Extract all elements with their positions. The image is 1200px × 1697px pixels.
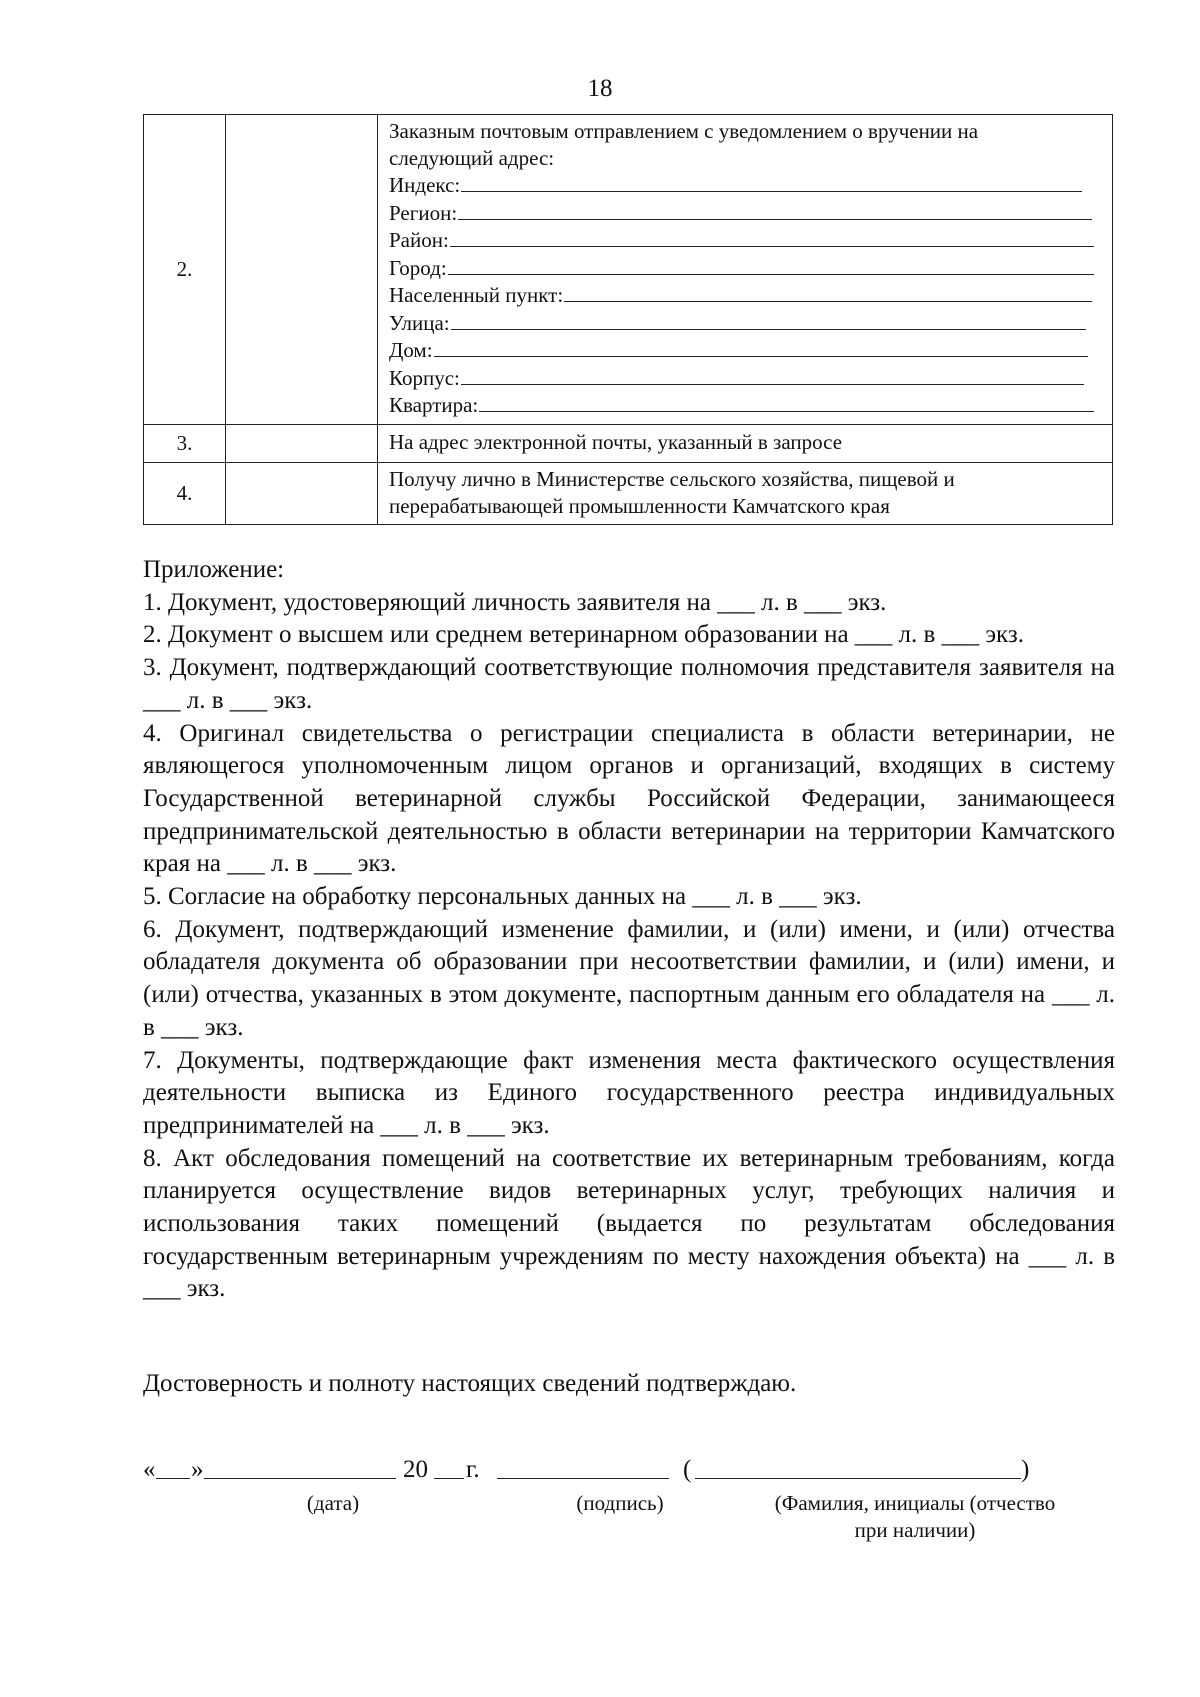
year-prefix: 20 [403,1456,428,1483]
year-field[interactable] [434,1452,464,1479]
option-text: Получу лично в Министерстве сельского хозяйства, пищевой и [389,466,955,491]
name-caption-line: при наличии) [854,1518,976,1542]
blank-line[interactable] [479,392,1094,412]
quote-close: » [191,1456,204,1483]
date-caption: (дата) [306,1491,360,1515]
appendix-item: 6. Документ, подтверждающий изменение фамилии, и (или) имени, и (или) отчества обладателя документа об образовании при несоответствии фамилии, и (или) имени, и (или) отчества, указанных в этом документе, паспортным данным его обладателя на ___ л. в ___ экз. [143,915,1115,1041]
name-caption-line: (Фамилия, инициалы (отчество [774,1491,1056,1515]
row-number: 2. [144,115,226,425]
blank-line[interactable] [458,200,1092,220]
blank-line[interactable] [434,337,1088,357]
address-field-city [389,255,1104,283]
appendix-item: 2. Документ о высшем или среднем ветеринарном образовании на ___ л. в ___ экз. [143,621,1024,649]
appendix-heading: Приложение: [143,556,285,583]
option-text: перерабатывающей промышленности Камчатского края [389,493,890,518]
option-cell [378,115,1113,425]
field-label: Район: [389,228,449,252]
day-field[interactable] [156,1452,190,1479]
blank-line[interactable] [564,282,1092,302]
blank-line[interactable] [450,227,1094,247]
delivery-method-table [143,114,1113,525]
blank-line[interactable] [461,172,1082,192]
option-cell [378,462,1113,524]
option-text: Заказным почтовым отправлением с уведомлением о вручении на [389,119,979,143]
appendix-item: 1. Документ, удостоверяющий личность заявителя на ___ л. в ___ экз. [143,588,887,616]
table-row [144,462,1113,524]
signature-caption: (подпись) [576,1491,664,1515]
field-label: Индекс: [389,173,461,197]
blank-line[interactable] [461,365,1084,385]
date-field[interactable] [204,1452,396,1479]
signature-row [143,1452,1123,1488]
field-label: Улица: [389,310,450,335]
address-field-region [389,200,1104,228]
table-row [144,115,1113,425]
field-label: Населенный пункт: [389,283,564,307]
confirmation-statement: Достоверность и полноту настоящих сведений подтверждаю. [143,1370,797,1397]
address-field-district [389,227,1104,255]
paren-open: ( [683,1456,692,1483]
address-field-street [389,310,1104,338]
row-number: 4. [144,462,226,524]
address-field-building [389,365,1104,393]
field-label: Корпус: [389,365,460,390]
appendix-item: 8. Акт обследования помещений на соответствие их ветеринарным требованиям, когда планируется осуществление видов ветеринарных услуг, требующих наличия и использования таких помещений (выдается по результатам обследования государственным ветеринарным учреждениям по месту нахождения объекта) на ___ л. в ___ экз. [143,1144,1115,1303]
name-caption [735,1490,1095,1544]
appendix-item: 7. Документы, подтверждающие факт изменения места фактического осуществления деятельности выписка из Единого государственного реестра индивидуальных предпринимателей на ___ л. в ___ экз. [143,1046,1115,1139]
row-number: 3. [144,424,226,462]
address-field-apartment [389,392,1104,420]
blank-line[interactable] [448,255,1094,275]
quote-open: « [143,1456,156,1483]
mark-cell[interactable] [226,115,378,425]
address-field-locality [389,282,1104,310]
table-row [144,424,1113,462]
field-label: Квартира: [389,393,479,417]
appendix-item: 5. Согласие на обработку персональных данных на ___ л. в ___ экз. [143,883,862,911]
field-label: Дом: [389,338,433,362]
option-text: На адрес электронной почты, указанный в запросе [378,424,1113,462]
field-label: Город: [389,255,447,280]
address-field-index [389,172,1104,200]
full-name-field[interactable] [695,1452,1021,1479]
field-label: Регион: [389,200,458,225]
paren-close: ) [1021,1456,1030,1483]
appendix-item: 3. Документ, подтверждающий соответствующие полномочия представителя заявителя на ___ л. в ___ экз. [143,654,1115,714]
signature-field[interactable] [497,1452,669,1479]
blank-line[interactable] [451,310,1086,330]
page-number: 18 [587,75,613,102]
mark-cell[interactable] [226,462,378,524]
year-suffix: г. [466,1456,480,1483]
appendix-item: 4. Оригинал свидетельства о регистрации специалиста в области ветеринарии, не являющегося уполномоченным лицом органов и организаций, входящих в систему Государственной ветеринарной службы Российской Федерации, занимающееся предпринимательской деятельностью в области ветеринарии на территории Камчатского края на ___ л. в ___ экз. [143,719,1115,878]
address-field-house [389,337,1104,365]
option-text: следующий адрес: [389,146,555,170]
appendix-section [143,554,1115,1306]
mark-cell[interactable] [226,424,378,462]
